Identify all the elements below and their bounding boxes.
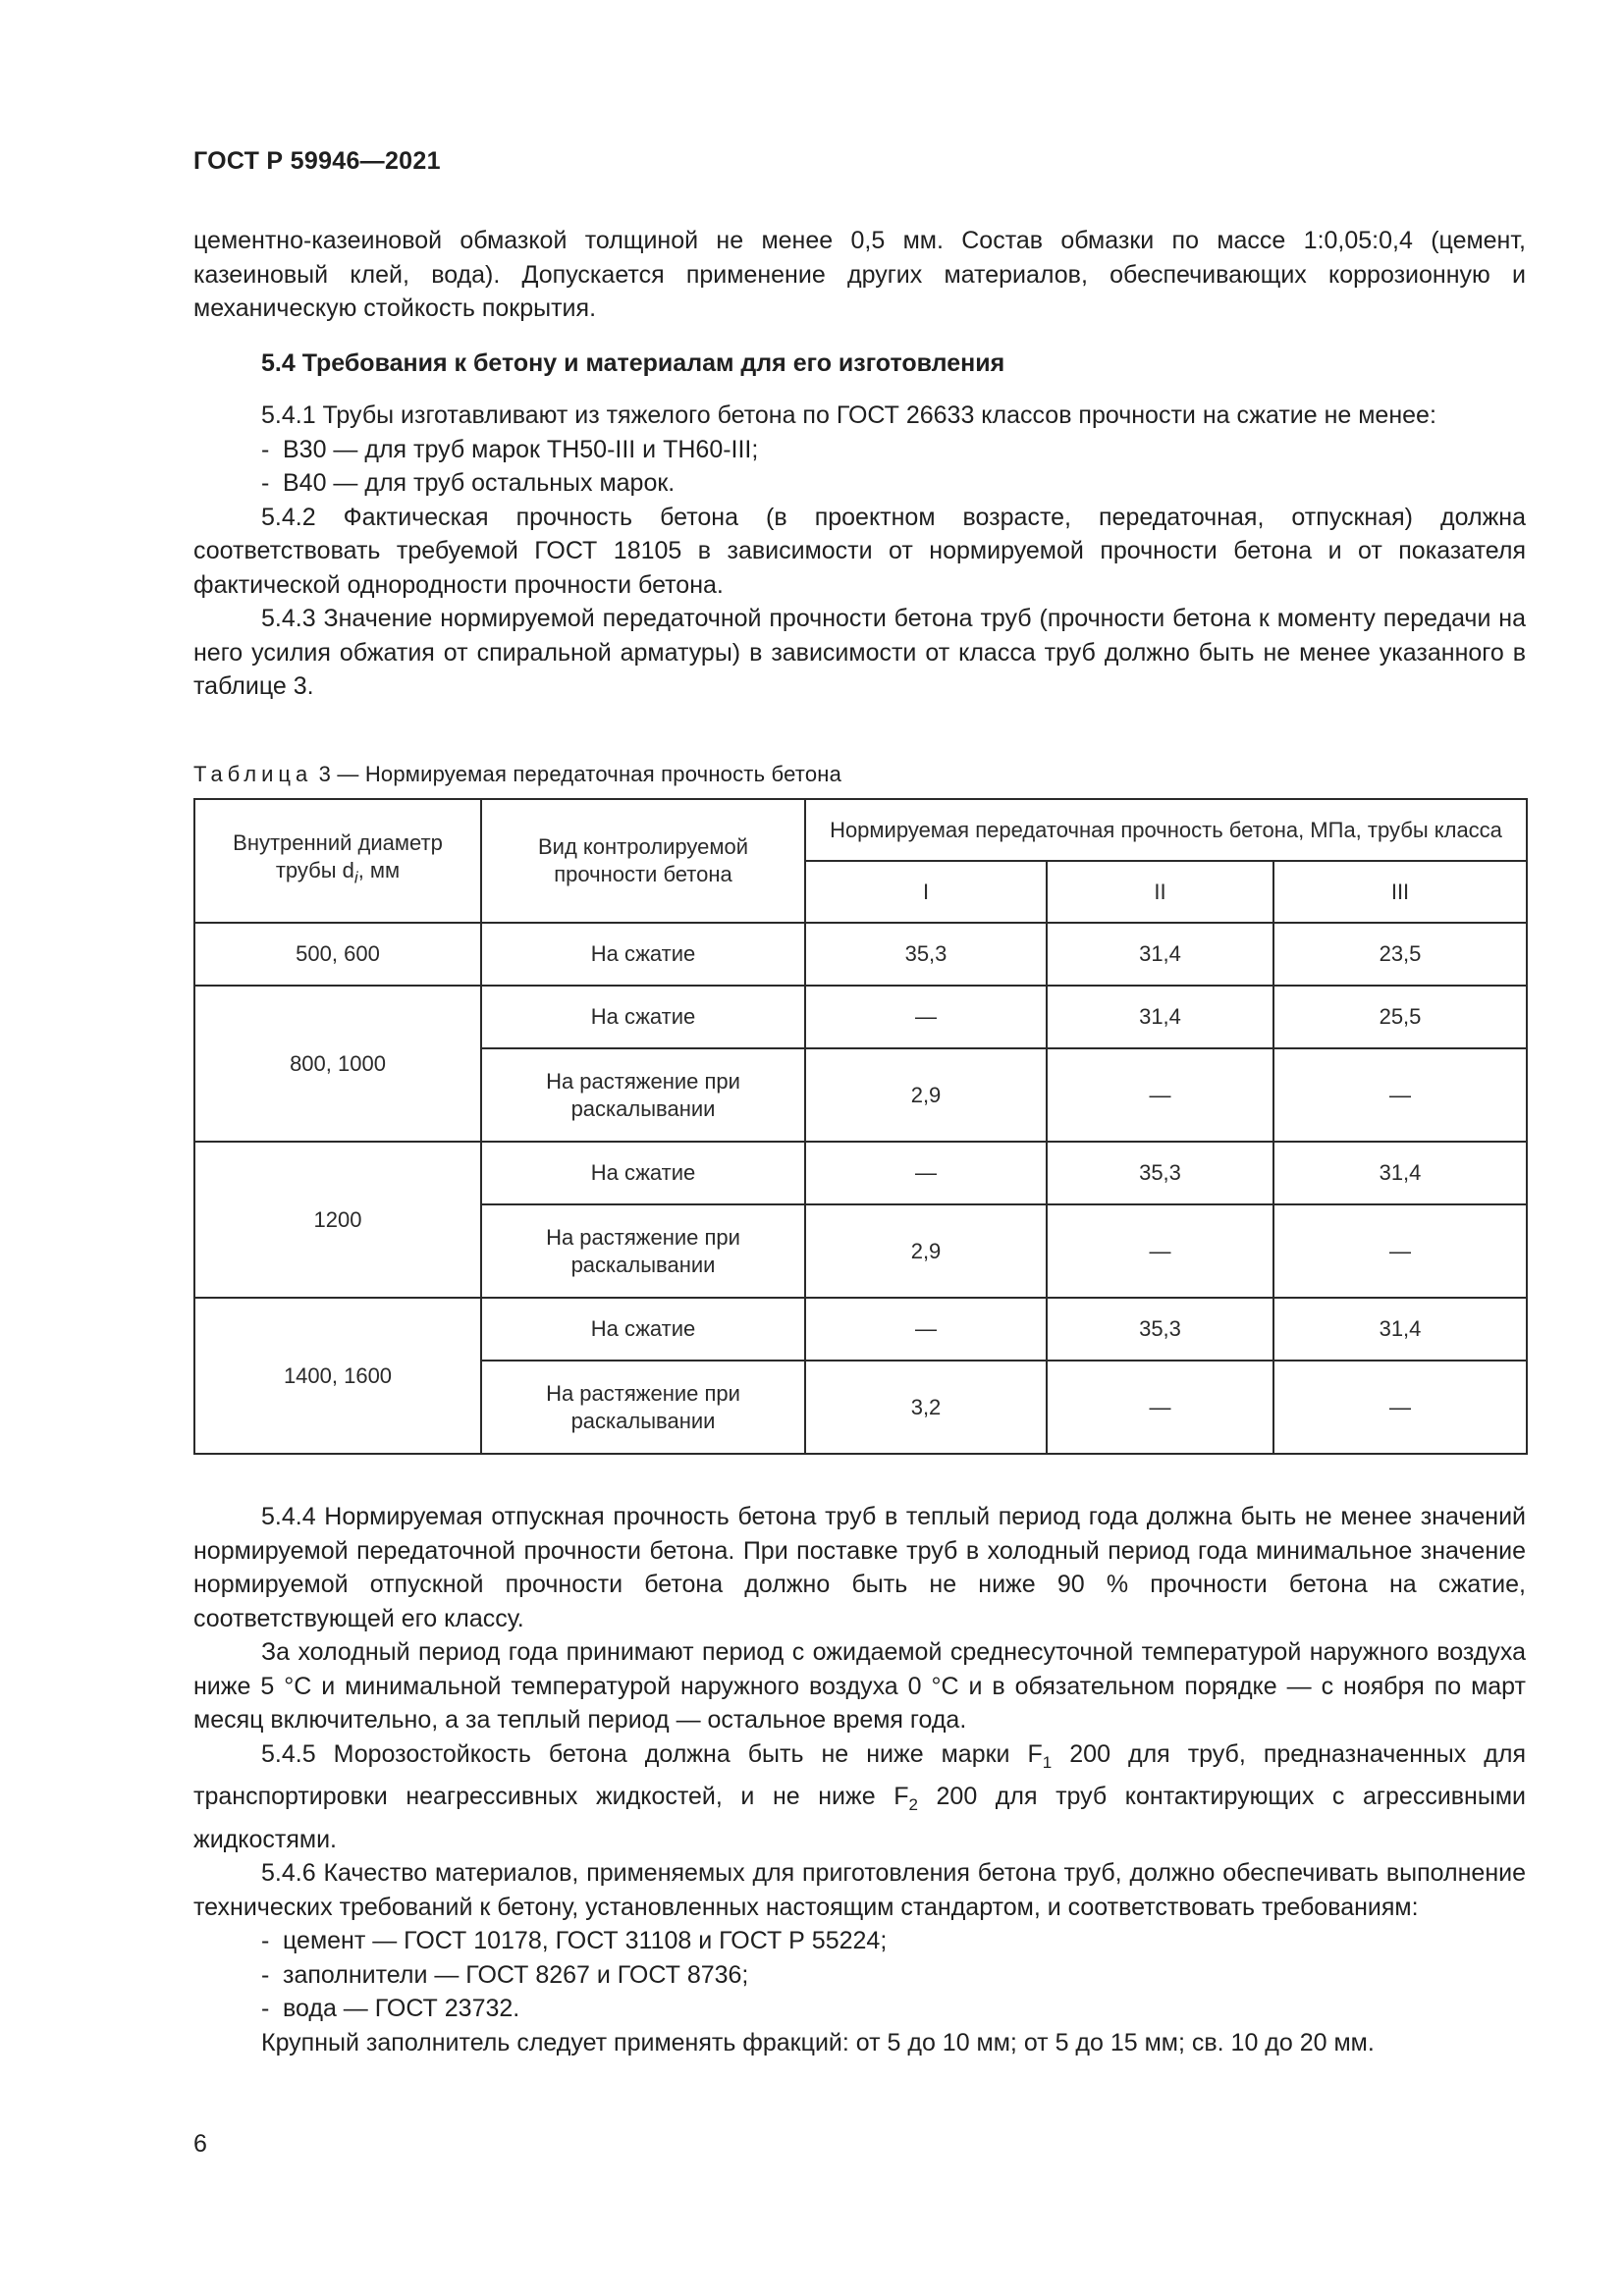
cell-value: 23,5 xyxy=(1273,923,1527,986)
cell-value: — xyxy=(1047,1048,1273,1142)
cell-kind: На сжатие xyxy=(481,1298,805,1361)
continued-paragraph: цементно-казеиновой обмазкой толщиной не менее 0,5 мм. Состав обмазки по массе 1:0,05:0,4 (цемент, казеиновый клей, вода). Допускается применение других материалов, обеспечивающих коррозионную и механическую стойкость покрытия. xyxy=(193,227,1526,322)
cell-kind: На растяжение при раскалывании xyxy=(481,1204,805,1298)
page-number: 6 xyxy=(193,2130,207,2158)
header-class: III xyxy=(1273,861,1527,923)
table-caption: Таблица 3 — Нормируемая передаточная прочность бетона xyxy=(193,762,842,786)
cell-diameter: 1400, 1600 xyxy=(194,1298,481,1454)
list-item: - вода — ГОСТ 23732. xyxy=(261,1995,520,2022)
document-header: ГОСТ Р 59946—2021 xyxy=(193,147,441,175)
cell-value: — xyxy=(1273,1204,1527,1298)
cell-kind: На сжатие xyxy=(481,986,805,1048)
cell-diameter: 800, 1000 xyxy=(194,986,481,1142)
table-row xyxy=(194,923,1527,986)
cell-value: 31,4 xyxy=(1273,1142,1527,1204)
paragraph-5-4-2: 5.4.2 Фактическая прочность бетона (в проектном возрасте, передаточная, отпускная) должна соответствовать требуемой ГОСТ 18105 в зависимости от нормируемой прочности бетона и от показателя фактической однородности прочности бетона. xyxy=(193,503,1526,599)
cell-value: — xyxy=(1047,1204,1273,1298)
cell-value: 31,4 xyxy=(1047,986,1273,1048)
list-item: - В30 — для труб марок ТН50-III и ТН60-III; xyxy=(261,435,759,463)
cell-diameter: 1200 xyxy=(194,1142,481,1298)
paragraph-aggregate: Крупный заполнитель следует применять фракций: от 5 до 10 мм; от 5 до 15 мм; св. 10 до 20 мм. xyxy=(261,2028,1375,2056)
cell-value: 2,9 xyxy=(805,1204,1047,1298)
cell-kind: На растяжение при раскалывании xyxy=(481,1048,805,1142)
cell-value: — xyxy=(805,986,1047,1048)
cell-value: — xyxy=(1273,1361,1527,1454)
table-row xyxy=(194,986,1527,1048)
section-body-continued xyxy=(193,1500,1526,2059)
cell-value: 35,3 xyxy=(805,923,1047,986)
header-diameter: Внутренний диаметр трубы $d_i$, мм xyxy=(194,799,481,923)
paragraph-5-4-4: 5.4.4 Нормируемая отпускная прочность бетона труб в теплый период года должна быть не менее значений нормируемой передаточной прочности бетона. При поставке труб в холодный период года минимальное значение нормируемой отпускной прочности бетона должно быть не ниже 90 % прочности бетона на сжатие, соответствующей его классу. xyxy=(193,1503,1526,1632)
table-row xyxy=(194,1298,1527,1361)
list-item: - цемент — ГОСТ 10178, ГОСТ 31108 и ГОСТ Р 55224; xyxy=(261,1927,888,1954)
cell-value: 35,3 xyxy=(1047,1142,1273,1204)
list-item: - заполнители — ГОСТ 8267 и ГОСТ 8736; xyxy=(261,1960,749,1989)
strength-table xyxy=(193,798,1528,1455)
table-header-row xyxy=(194,799,1527,861)
paragraph-5-4-1: 5.4.1 Трубы изготавливают из тяжелого бетона по ГОСТ 26633 классов прочности на сжатие не менее: xyxy=(261,401,1436,429)
cell-value: — xyxy=(1047,1361,1273,1454)
cell-value: 25,5 xyxy=(1273,986,1527,1048)
table-row xyxy=(194,1142,1527,1204)
cell-kind: На сжатие xyxy=(481,923,805,986)
cell-value: — xyxy=(1273,1048,1527,1142)
cell-value: 3,2 xyxy=(805,1361,1047,1454)
header-strength: Нормируемая передаточная прочность бетона, МПа, трубы класса xyxy=(805,799,1527,861)
cell-kind: На растяжение при раскалывании xyxy=(481,1361,805,1454)
list-item: - В40 — для труб остальных марок. xyxy=(261,469,676,497)
paragraph-cold-period: За холодный период года принимают период с ожидаемой среднесуточной температурой наружного воздуха ниже 5 °С и минимальной температурой наружного воздуха 0 °С и в обязательном порядке — с ноября по март месяц включительно, а за теплый период — остальное время года. xyxy=(193,1638,1526,1734)
paragraph-5-4-6: 5.4.6 Качество материалов, применяемых для приготовления бетона труб, должно обеспечивать выполнение технических требований к бетону, установленных настоящим стандартом, и соответствовать требованиям: xyxy=(193,1859,1526,1921)
header-class: I xyxy=(805,861,1047,923)
cell-value: — xyxy=(805,1142,1047,1204)
cell-value: 31,4 xyxy=(1273,1298,1527,1361)
header-kind: Вид контролируемой прочности бетона xyxy=(481,799,805,923)
cell-diameter: 500, 600 xyxy=(194,923,481,986)
paragraph-5-4-5: 5.4.5 Морозостойкость бетона должна быть не ниже марки $F_1$ 200 для труб, предназначенных для транспортировки неагрессивных жидкостей, и не ниже $F_2$ 200 для труб контактирующих с агрессивными жидкостями. xyxy=(193,1739,1526,1853)
section-title: 5.4 Требования к бетону и материалам для его изготовления xyxy=(261,349,1005,377)
paragraph-5-4-3: 5.4.3 Значение нормируемой передаточной прочности бетона труб (прочности бетона к моменту передачи на него усилия обжатия от спиральной арматуры) в зависимости от класса труб должно быть не менее указанного в таблице 3. xyxy=(193,605,1526,700)
cell-value: 31,4 xyxy=(1047,923,1273,986)
cell-value: 2,9 xyxy=(805,1048,1047,1142)
section-body xyxy=(193,399,1526,704)
header-class: II xyxy=(1047,861,1273,923)
cell-kind: На сжатие xyxy=(481,1142,805,1204)
cell-value: 35,3 xyxy=(1047,1298,1273,1361)
cell-value: — xyxy=(805,1298,1047,1361)
